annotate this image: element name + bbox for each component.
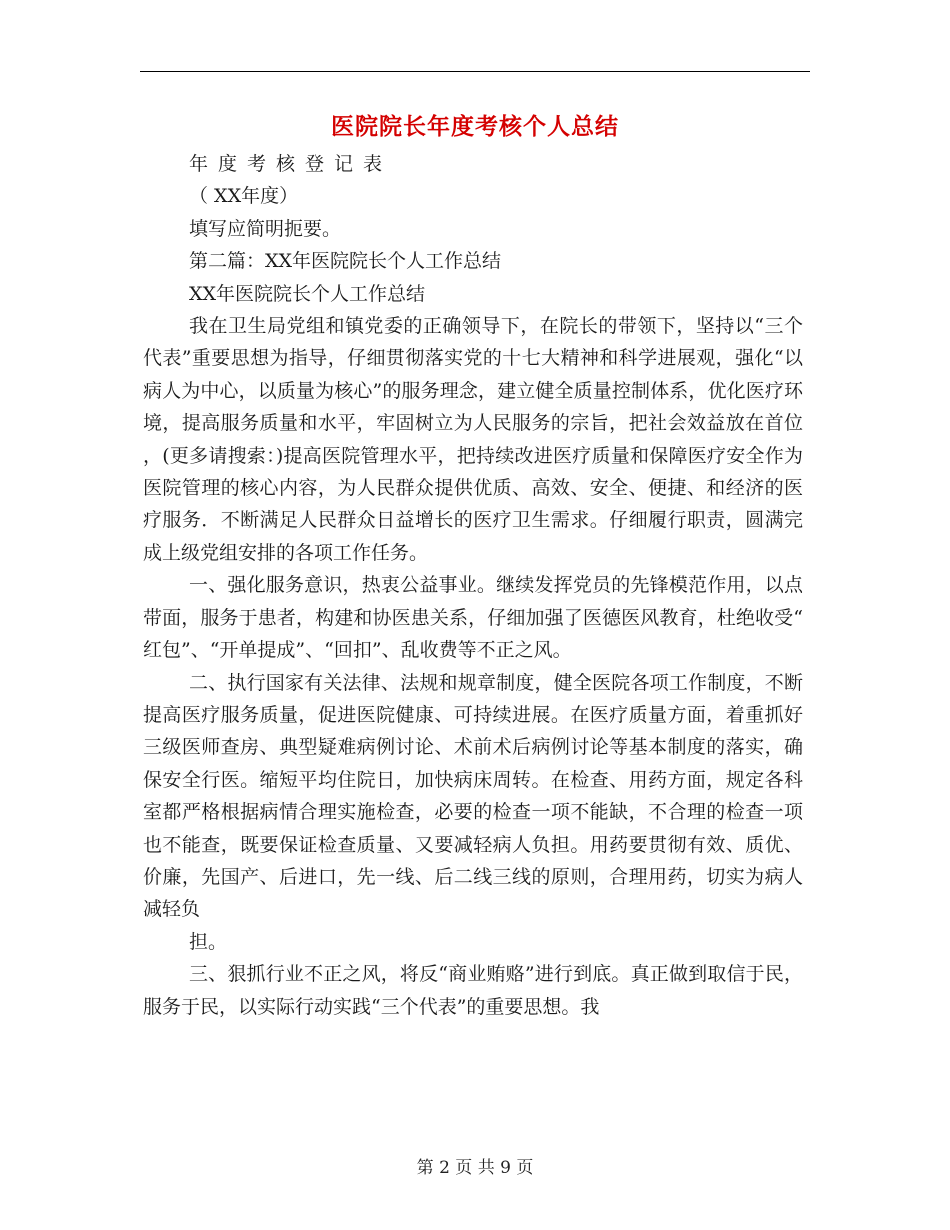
heading-line: 第二篇：XX年医院院长个人工作总结: [189, 250, 502, 273]
body-paragraph: 三、狠抓行业不正之风，将反“商业贿赂”进行到底。真正做到取信于民，服务于民，以实际行动实践“三个代表”的重要思想。我: [143, 963, 803, 1018]
page-number: 第 2 页 共 9 页: [416, 1158, 534, 1178]
heading-line: 填写应简明扼要。: [189, 217, 342, 240]
body-paragraph: 担。: [189, 930, 228, 953]
body-paragraph: 我在卫生局党组和镇党委的正确领导下，在院长的带领下，坚持以“三个代表”重要思想为指导，仔细贯彻落实党的十七大精神和科学进展观，强化“以病人为中心，以质量为核心”的服务理念，建立健全质量控制体系，优化医疗环境，提高服务质量和水平，牢固树立为人民服务的宗旨，把社会效益放在首位，(更多请搜索：)提高医院管理水平，把持续改进医疗质量和保障医疗安全作为医院管理的核心内容，为人民群众提供优质、高效、安全、便捷、和经济的医疗服务．不断满足人民群众日益增长的医疗卫生需求。仔细履行职责，圆满完成上级党组安排的各项工作任务。: [143, 315, 803, 564]
header-rule: [140, 71, 810, 72]
body-paragraph: 二、执行国家有关法律、法规和规章制度，健全医院各项工作制度，不断提高医疗服务质量，促进医院健康、可持续进展。在医疗质量方面，着重抓好三级医师查房、典型疑难病例讨论、术前术后病例讨论等基本制度的落实，确保安全行医。缩短平均住院日，加快病床周转。在检查、用药方面，规定各科室都严格根据病情合理实施检查，必要的检查一项不能缺，不合理的检查一项也不能查，既要保证检查质量、又要减轻病人负担。用药要贯彻有效、质优、价廉，先国产、后进口，先一线、后二线三线的原则，合理用药，切实为病人减轻负: [143, 671, 803, 921]
heading-line: 年度考核登记表: [189, 153, 393, 175]
document-body: [143, 148, 803, 1023]
heading-line: （ XX年度）: [189, 185, 299, 208]
body-paragraph: 一、强化服务意识，热衷公益事业。继续发挥党员的先锋模范作用，以点带面，服务于患者，构建和协医患关系，仔细加强了医德医风教育，杜绝收受“红包”、“开单提成”、“回扣”、乱收费等不正之风。: [143, 574, 803, 662]
document-title: 医院院长年度考核个人总结: [331, 113, 619, 140]
heading-line: XX年医院院长个人工作总结: [189, 282, 426, 305]
